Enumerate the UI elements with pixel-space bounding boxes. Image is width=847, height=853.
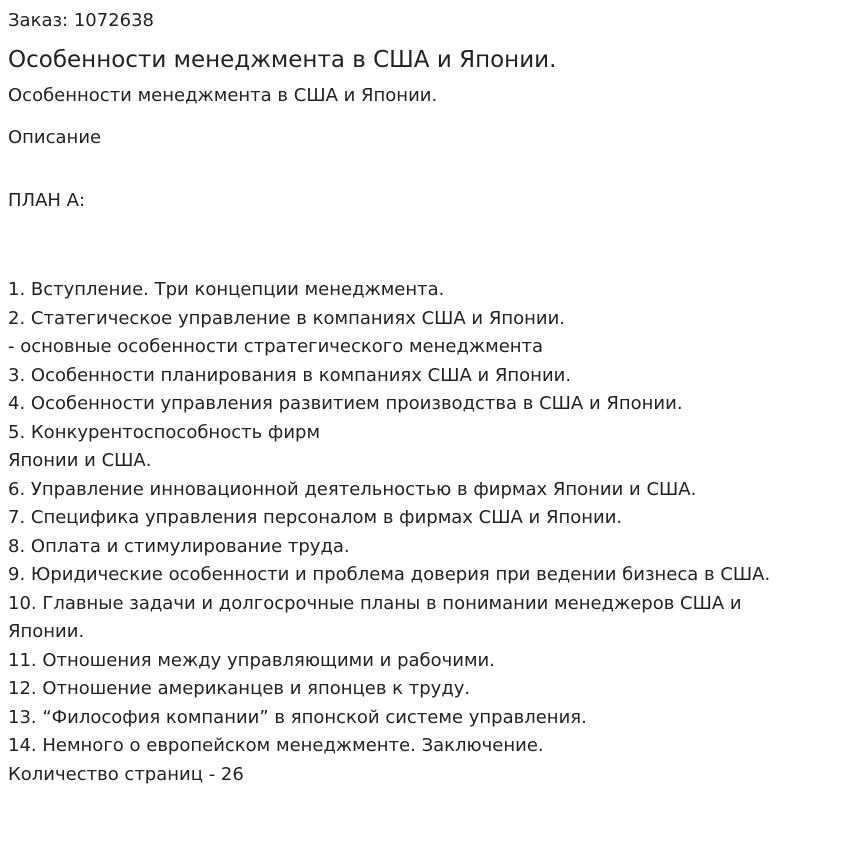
- plan-item: 11. Отношения между управляющими и рабочими.: [8, 649, 495, 671]
- plan-item: 4. Особенности управления развитием производства в США и Японии.: [8, 393, 683, 414]
- pages-count: Количество страниц - 26: [8, 763, 244, 785]
- page-subtitle: Особенности менеджмента в США и Японии.: [8, 85, 438, 106]
- plan-item: 14. Немного о европейском менеджменте. Заключение.: [8, 735, 544, 756]
- order-number: Заказ: 1072638: [8, 10, 154, 31]
- plan-item: 6. Управление инновационной деятельностью в фирмах Японии и США.: [8, 478, 697, 500]
- plan-item: 12. Отношение американцев и японцев к труду.: [8, 678, 471, 699]
- plan-item: - основные особенности стратегического менеджмента: [8, 336, 544, 357]
- description-heading: Описание: [8, 127, 102, 148]
- plan-heading: ПЛАН А:: [8, 190, 86, 211]
- plan-item: 1. Вступление. Три концепции менеджмента.: [8, 279, 445, 300]
- plan-item: Японии и США.: [8, 450, 152, 471]
- page-title: Особенности менеджмента в США и Японии.: [8, 47, 557, 73]
- plan-item: 10. Главные задачи и долгосрочные планы в понимании менеджеров США и Японии.: [8, 592, 742, 642]
- plan-list: [8, 276, 839, 761]
- plan-item: 8. Оплата и стимулирование труда.: [8, 535, 350, 557]
- plan-item: 5. Конкурентоспособность фирм: [8, 421, 321, 443]
- plan-item: 7. Специфика управления персоналом в фирмах США и Японии.: [8, 507, 623, 528]
- plan-item: 13. “Философия компании” в японской системе управления.: [8, 706, 587, 728]
- plan-item: 9. Юридические особенности и проблема доверия при ведении бизнеса в США.: [8, 564, 771, 585]
- plan-item: 2. Статегическое управление в компаниях США и Японии.: [8, 307, 566, 329]
- plan-item: 3. Особенности планирования в компаниях США и Японии.: [8, 364, 572, 386]
